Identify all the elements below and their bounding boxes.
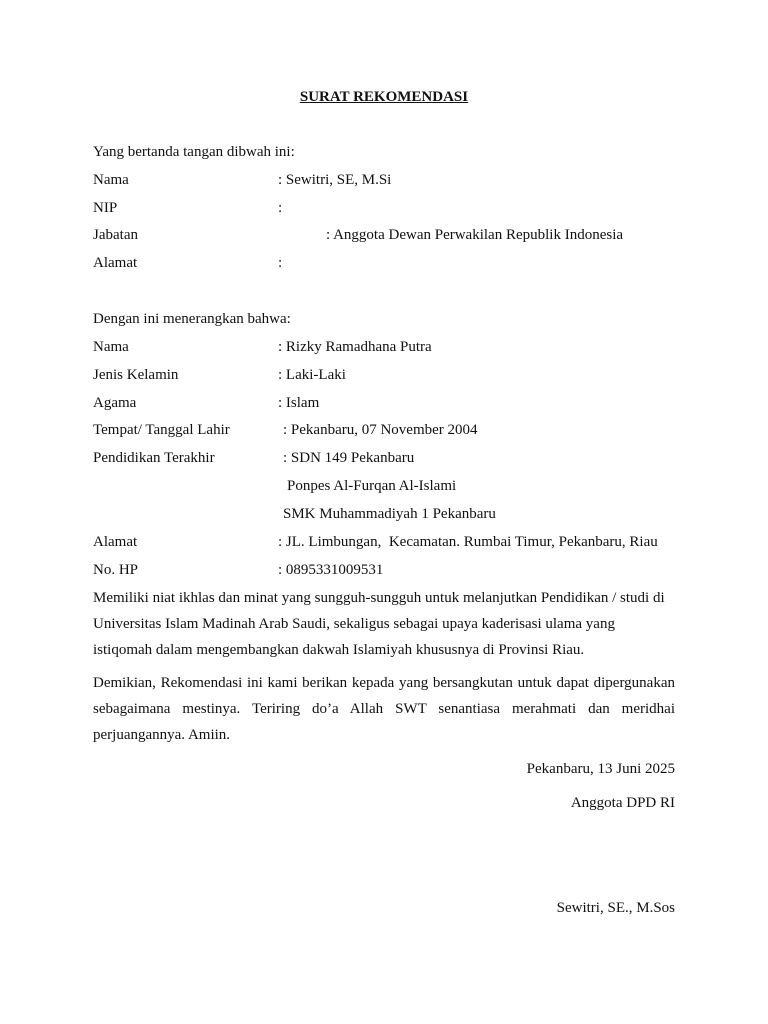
letter-title: SURAT REKOMENDASI (299, 89, 469, 105)
subject-alamat-label: Alamat (93, 534, 138, 550)
signer-alamat-value: : (278, 255, 283, 271)
signer-nip-value: : (278, 200, 283, 216)
subject-nama-value: : Rizky Ramadhana Putra (278, 339, 432, 355)
subject-pendidikan-value-2: Ponpes Al-Furqan Al-Islami (287, 478, 457, 494)
statement-intro: Dengan ini menerangkan bahwa: (93, 311, 291, 327)
subject-ttl-value: : Pekanbaru, 07 November 2004 (283, 422, 478, 438)
subject-alamat-value: : JL. Limbungan, Kecamatan. Rumbai Timur, Pekanbaru, Riau (278, 534, 658, 550)
subject-agama-value: : Islam (278, 395, 320, 411)
signer-alamat-label: Alamat (93, 255, 138, 271)
paragraph-purpose: Memiliki niat ikhlas dan minat yang sungguh-sungguh untuk melanjutkan Pendidikan / studi di Universitas Islam Madinah Arab Saudi, sekaligus sebagai upaya kaderisasi ulama yang istiqomah dalam mengembangkan dakwah Islamiyah khususnya di Provinsi Riau. (93, 590, 665, 658)
signer-jabatan-label: Jabatan (93, 227, 138, 243)
subject-pendidikan-value-3: SMK Muhammadiyah 1 Pekanbaru (283, 506, 496, 522)
subject-nama-label: Nama (93, 339, 129, 355)
paragraph-closing: Demikian, Rekomendasi ini kami berikan kepada yang bersangkutan untuk dapat dipergunakan sebagaimana mestinya. Teriring do’a Allah SWT senantiasa merahmati dan meridhai perjuangannya. Amiin. (93, 675, 675, 743)
subject-pendidikan-label: Pendidikan Terakhir (93, 450, 215, 466)
subject-jk-label: Jenis Kelamin (93, 367, 179, 383)
subject-jk-value: : Laki-Laki (278, 367, 346, 383)
subject-ttl-label: Tempat/ Tanggal Lahir (93, 422, 230, 438)
subject-hp-label: No. HP (93, 562, 139, 578)
signer-nama-label: Nama (93, 172, 129, 188)
place-date: Pekanbaru, 13 Juni 2025 (526, 761, 675, 777)
signer-jabatan-value: : Anggota Dewan Perwakilan Republik Indonesia (326, 227, 624, 243)
subject-agama-label: Agama (93, 395, 137, 411)
intro-text: Yang bertanda tangan dibwah ini: (93, 144, 295, 160)
subject-hp-value: : 0895331009531 (278, 562, 384, 578)
signer-nip-label: NIP (93, 200, 118, 216)
signer-position: Anggota DPD RI (570, 795, 675, 811)
subject-pendidikan-value-1: : SDN 149 Pekanbaru (283, 450, 415, 466)
signer-nama-value: : Sewitri, SE, M.Si (278, 172, 392, 188)
signature-name: Sewitri, SE., M.Sos (556, 900, 675, 916)
